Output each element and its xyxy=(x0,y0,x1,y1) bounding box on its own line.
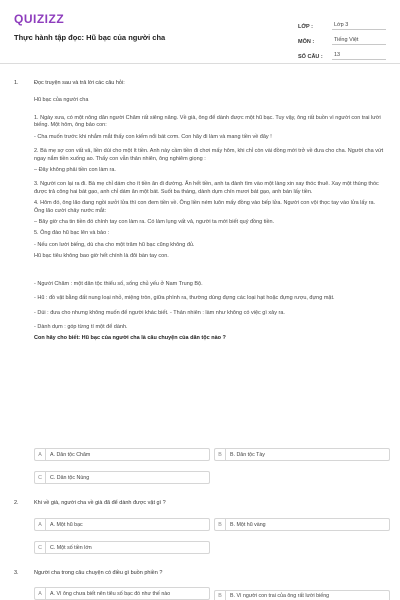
option-letter: B xyxy=(215,591,226,600)
option-a[interactable] xyxy=(34,448,210,461)
option-letter: A xyxy=(35,588,46,599)
question-prompt: Người cha trong câu chuyện có điều gì buồn phiền ? xyxy=(34,570,163,576)
passage-paragraph: 3. Người con lại ra đi. Bà mẹ chỉ dám cho ít tiền ăn đi đường. Ăn hết tiền, anh ta đành tìm vào một làng xin xay thóc thuê. Xay một thúng thóc được trả công hai bát gạo, anh chỉ dám ăn một bát. Suốt ba tháng, dành dụm chín mươi bát gạo, anh bán lấy tiền. xyxy=(34,181,379,195)
option-text: A. Dân tộc Chăm xyxy=(50,451,91,458)
meta-value: Tiếng Việt xyxy=(332,37,386,45)
passage-paragraph: - Cha muốn trước khi nhắm mắt thấy con kiếm nổi bát cơm. Con hãy đi làm và mang tiền về đây ! xyxy=(34,133,272,140)
meta-value: Lớp 3 xyxy=(332,22,386,30)
option-c[interactable] xyxy=(34,541,210,554)
option-letter: A xyxy=(35,519,46,530)
option-b[interactable] xyxy=(214,448,390,461)
meta-label: MÔN : xyxy=(298,39,315,45)
option-letter: B xyxy=(215,519,226,530)
quizizz-logo: QUIZIZZ xyxy=(14,12,65,26)
worksheet-title: Thực hành tập đọc: Hũ bạc của người cha xyxy=(14,33,166,42)
meta-row-count xyxy=(298,45,386,60)
meta-row-subject xyxy=(298,30,386,45)
question-body xyxy=(34,80,386,347)
worksheet-header xyxy=(0,0,400,64)
question-prompt: Đọc truyện sau và trả lời các câu hỏi: xyxy=(34,80,125,86)
passage-paragraph: - Nếu con lười biếng, dù cha cho một trăm hũ bạc cũng không đủ. xyxy=(34,241,195,248)
question-number: 2. xyxy=(14,500,19,506)
option-text: B. Một hũ vàng xyxy=(230,521,266,528)
meta-label: SỐ CÂU : xyxy=(298,54,323,60)
option-letter: C xyxy=(35,542,46,553)
passage-paragraph: 4. Hôm đó, ông lão đang ngồi sưởi lửa thì con đem tiền về. Ông liền ném luôn mấy đồng vào bếp lửa. Người con vội thọc tay vào lửa lấy ra. Ông lão cười chảy nước mắt: xyxy=(34,200,376,214)
question-prompt: Khi về già, người cha về già đã để dành được vật gì ? xyxy=(34,500,166,506)
meta-value: 13 xyxy=(332,52,386,60)
meta-label: LỚP : xyxy=(298,24,313,30)
option-text: A. Vì ông chưa biết nên tiêu số bạc đó như thế nào xyxy=(50,590,171,597)
passage-paragraph: 2. Bà mẹ sợ con vất vả, liền dúi cho một ít tiền. Anh này cầm tiền đi chơi mấy hôm, khi chỉ còn vài đồng mới trở về đưa cho cha. Người cha vứt ngay nắm tiền xuống ao. Thấy con vẫn thản nhiên, ông nghiêm giọng : xyxy=(34,148,384,162)
question-body xyxy=(34,570,386,581)
option-a[interactable] xyxy=(34,587,210,600)
option-letter: A xyxy=(35,449,46,460)
option-letter: B xyxy=(215,449,226,460)
glossary-item: - Dành dụm : góp từng tí một để dành. xyxy=(34,324,128,331)
passage-paragraph: Hũ bạc tiêu không bao giờ hết chính là đôi bàn tay con. xyxy=(34,253,169,260)
option-a[interactable] xyxy=(34,518,210,531)
option-text: B. Vì người con trai của ông rất lười biếng xyxy=(230,592,330,599)
question-number: 1. xyxy=(14,80,19,86)
option-b[interactable] xyxy=(214,590,390,600)
option-letter: C xyxy=(35,472,46,483)
option-text: B. Dân tộc Tày xyxy=(230,451,265,458)
passage-paragraph: 5. Ông đào hũ bạc lên và bảo : xyxy=(34,230,110,237)
glossary-item: - Hũ : đồ vật bằng đất nung loại nhỏ, miệng tròn, giữa phình ra, thường dùng đựng các loại hạt hoặc đựng rượu, đựng mật. xyxy=(34,295,335,302)
reading-passage xyxy=(34,97,386,331)
glossary-item: - Dúi : đưa cho nhưng không muốn để người khác biết. - Thản nhiên : làm như không có việc gì xảy ra. xyxy=(34,309,285,316)
worksheet-meta xyxy=(298,15,386,60)
passage-paragraph: 1. Ngày xưa, có một nông dân người Chăm rất siêng năng. Về già, ông để dành được một hũ bạc. Tuy vậy, ông rất buồn vì người con trai lười biếng. Một hôm, ông bảo con: xyxy=(34,114,381,129)
passage-paragraph: – Đây không phải tiền con làm ra. xyxy=(34,166,116,173)
question-body xyxy=(34,500,386,511)
option-text: A. Một hũ bạc xyxy=(50,521,83,528)
passage-paragraph: – Bây giờ cha tin tiền đó chính tay con làm ra. Có làm lụng vất vả, người ta mới biết quý đồng tiền. xyxy=(34,219,275,226)
glossary-item: - Người Chăm : một dân tộc thiểu số, sống chủ yếu ở Nam Trung Bộ. xyxy=(34,280,203,287)
passage-title: Hũ bạc của người cha xyxy=(34,97,89,104)
option-text: C. Dân tộc Nùng xyxy=(50,474,90,481)
meta-row-class xyxy=(298,15,386,30)
sub-question: Con hãy cho biết: Hũ bạc của người cha là câu chuyện của dân tộc nào ? xyxy=(34,335,226,342)
question-number: 3. xyxy=(14,570,19,576)
option-text: C. Một số tiền lớn xyxy=(50,544,92,551)
option-b[interactable] xyxy=(214,518,390,531)
option-c[interactable] xyxy=(34,471,210,484)
